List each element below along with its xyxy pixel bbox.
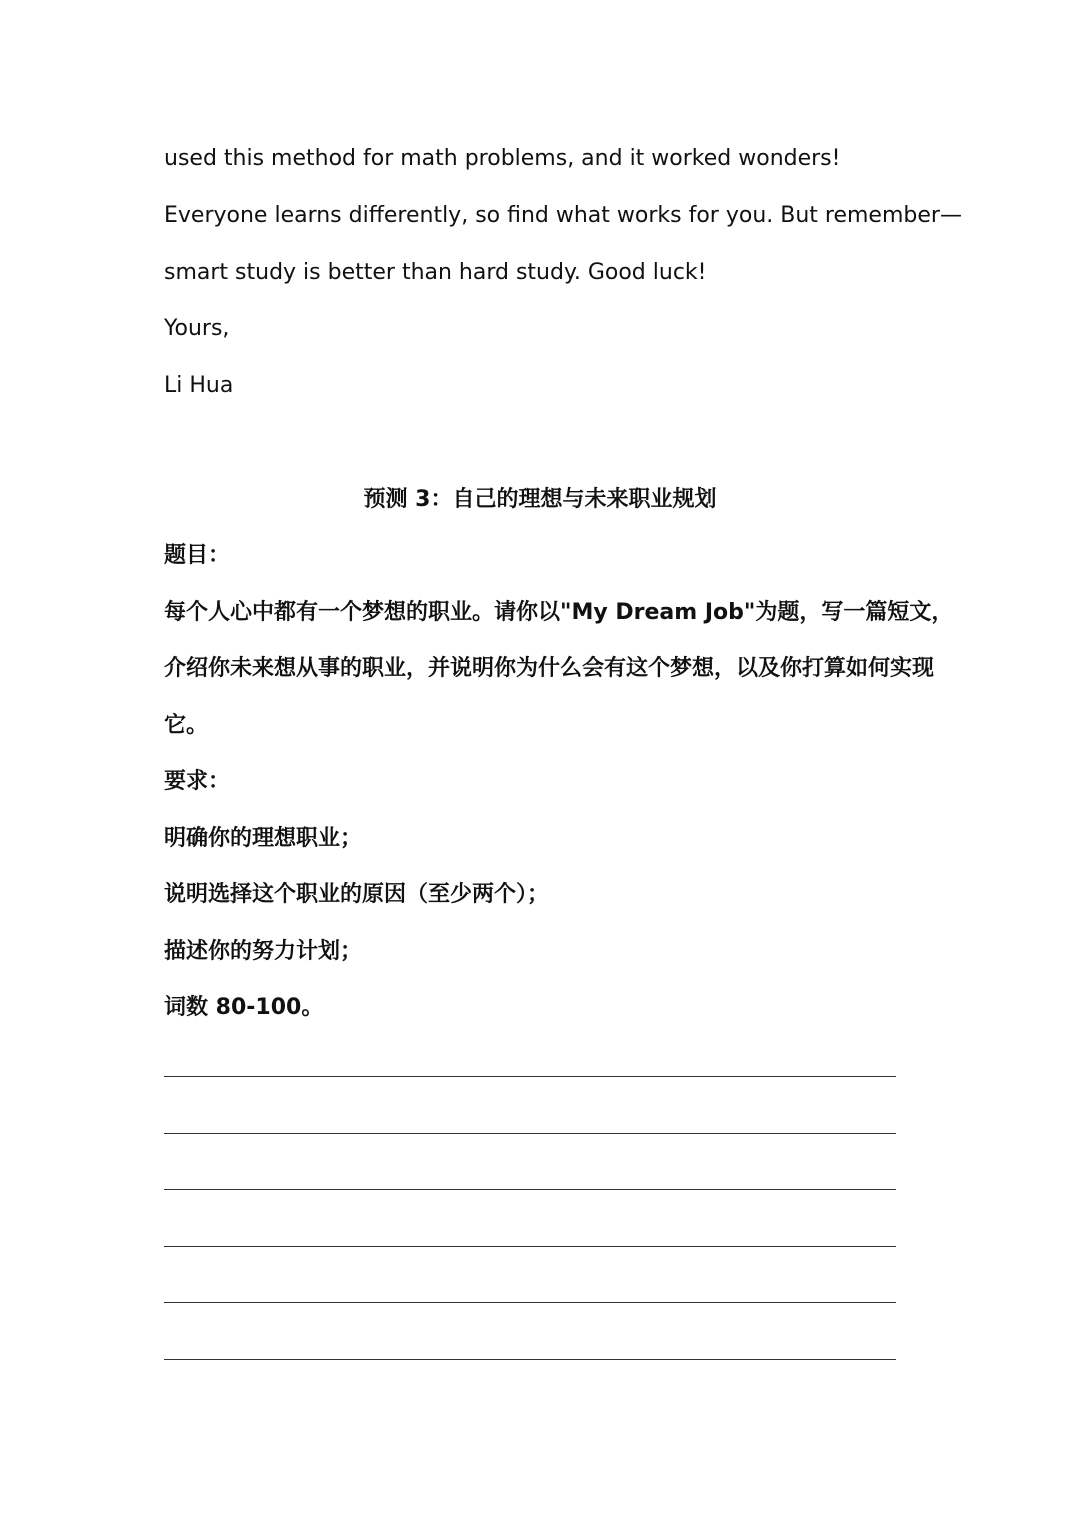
requirement-item: 词数 80-100。 xyxy=(164,995,324,1020)
letter-line: Everyone learns differently, so find what works for you. But remember— xyxy=(164,203,962,228)
prompt-line: 它。 xyxy=(164,713,209,738)
writing-line[interactable] xyxy=(164,1359,896,1360)
writing-line[interactable] xyxy=(164,1133,896,1134)
prompt-line: 每个人心中都有一个梦想的职业。请你以"My Dream Job"为题，写一篇短文， xyxy=(164,600,954,625)
letter-signature: Li Hua xyxy=(164,373,234,398)
section-title: 预测 3：自己的理想与未来职业规划 xyxy=(363,487,717,512)
prompt-line: 介绍你未来想从事的职业，并说明你为什么会有这个梦想，以及你打算如何实现 xyxy=(164,656,935,681)
requirements-label: 要求： xyxy=(164,769,231,794)
letter-line: used this method for math problems, and it worked wonders! xyxy=(164,146,841,171)
requirement-item: 说明选择这个职业的原因（至少两个）； xyxy=(164,882,550,907)
requirement-item: 明确你的理想职业； xyxy=(164,826,363,851)
prompt-label: 题目： xyxy=(164,543,231,568)
letter-closing: Yours, xyxy=(164,316,230,341)
requirement-item: 描述你的努力计划； xyxy=(164,939,363,964)
writing-line[interactable] xyxy=(164,1246,896,1247)
writing-line[interactable] xyxy=(164,1302,896,1303)
writing-line[interactable] xyxy=(164,1189,896,1190)
writing-line[interactable] xyxy=(164,1076,896,1077)
letter-line: smart study is better than hard study. Good luck! xyxy=(164,260,707,285)
